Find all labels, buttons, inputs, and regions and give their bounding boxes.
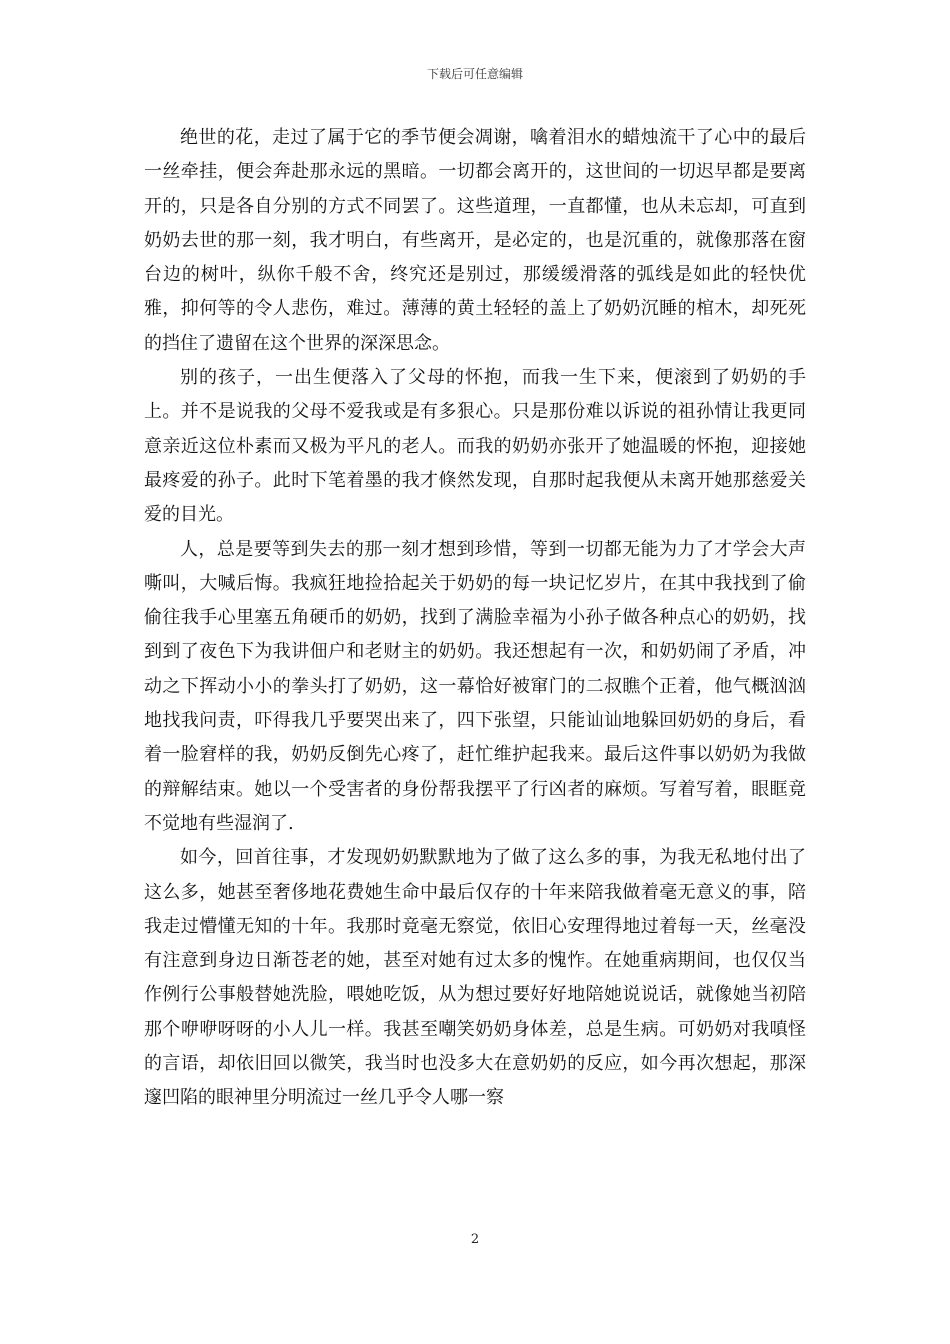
- document-body: [144, 121, 806, 1116]
- paragraph-4: 如今，回首往事，才发现奶奶默默地为了做了这么多的事，为我无私地付出了这么多，她甚至奢侈地花费她生命中最后仅存的十年来陪我做着毫无意义的事，陪我走过懵懂无知的十年。我那时竟毫无察觉，依旧心安理得地过着每一天，丝毫没有注意到身边日渐苍老的她，甚至对她有过太多的愧怍。在她重病期间，也仅仅当作例行公事般替她洗脸，喂她吃饭，从为想过要好好地陪她说说话，就像她当初陪那个咿咿呀呀的小人儿一样。我甚至嘲笑奶奶身体差，总是生病。可奶奶对我嗔怪的言语，却依旧回以微笑，我当时也没多大在意奶奶的反应，如今再次想起，那深邃凹陷的眼神里分明流过一丝几乎令人哪一察: [144, 847, 806, 1109]
- paragraph-1: 绝世的花，走过了属于它的季节便会凋谢，噙着泪水的蜡烛流干了心中的最后一丝牵挂，便会奔赴那永远的黑暗。一切都会离开的，这世间的一切迟早都是要离开的，只是各自分别的方式不同罢了。这些道理，一直都懂，也从未忘却，可直到奶奶去世的那一刻，我才明白，有些离开，是必定的，也是沉重的，就像那落在窗台边的树叶，纵你千般不舍，终究还是别过，那缓缓滑落的弧线是如此的轻快优雅，抑何等的令人悲伤，难过。薄薄的黄土轻轻的盖上了奶奶沉睡的棺木，却死死的挡住了遗留在这个世界的深深思念。: [144, 127, 806, 354]
- paragraph-2: 别的孩子，一出生便落入了父母的怀抱，而我一生下来，便滚到了奶奶的手上。并不是说我的父母不爱我或是有多狠心。只是那份难以诉说的祖孙情让我更同意亲近这位朴素而又极为平凡的老人。而我的奶奶亦张开了她温暖的怀抱，迎接她最疼爱的孙子。此时下笔着墨的我才倏然发现，自那时起我便从未离开她那慈爱关爱的目光。: [144, 367, 806, 526]
- paragraph-3: 人，总是要等到失去的那一刻才想到珍惜，等到一切都无能为力了才学会大声嘶叫，大喊后悔。我疯狂地捡拾起关于奶奶的每一块记忆岁片，在其中我找到了偷偷往我手心里塞五角硬币的奶奶，找到了满脸幸福为小孙子做各种点心的奶奶，找到到了夜色下为我讲佃户和老财主的奶奶。我还想起有一次，和奶奶闹了矛盾，冲动之下挥动小小的拳头打了奶奶，这一幕恰好被窜门的二叔瞧个正着，他气概汹汹地找我问责，吓得我几乎要哭出来了，四下张望，只能讪讪地躲回奶奶的身后，看着一脸窘样的我，奶奶反倒先心疼了，赶忙维护起我来。最后这件事以奶奶为我做的辩解结束。她以一个受害者的身份帮我摆平了行凶者的麻烦。写着写着，眼眶竟不觉地有些湿润了.: [144, 538, 806, 834]
- page-number: 2: [470, 1232, 480, 1247]
- page-header: 下载后可任意编辑: [426, 67, 523, 81]
